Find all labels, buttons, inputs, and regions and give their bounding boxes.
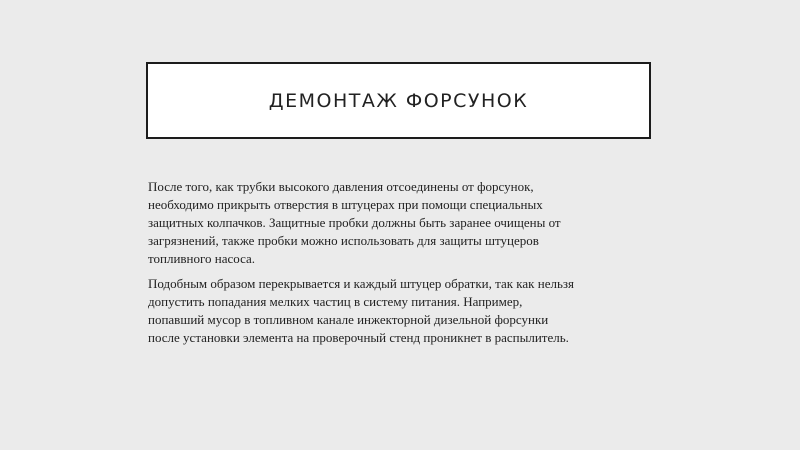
paragraph-2: Подобным образом перекрывается и каждый штуцер обратки, так как нельзя допустить попадания мелких частиц в систему питания. Например, попавший мусор в топливном канале инжекторной дизельной форсунки после установки элемента на проверочный стенд проникнет в распылитель.	[148, 276, 574, 345]
slide-body	[148, 178, 668, 354]
title-box	[146, 62, 651, 139]
slide-title: ДЕМОНТАЖ ФОРСУНОК	[268, 89, 529, 112]
paragraph-1: После того, как трубки высокого давления отсоединены от форсунок, необходимо прикрыть отверстия в штуцерах при помощи специальных защитных колпачков. Защитные пробки должны быть заранее очищены от загрязнений, также пробки можно использовать для защиты штуцеров топливного насоса.	[148, 179, 561, 266]
